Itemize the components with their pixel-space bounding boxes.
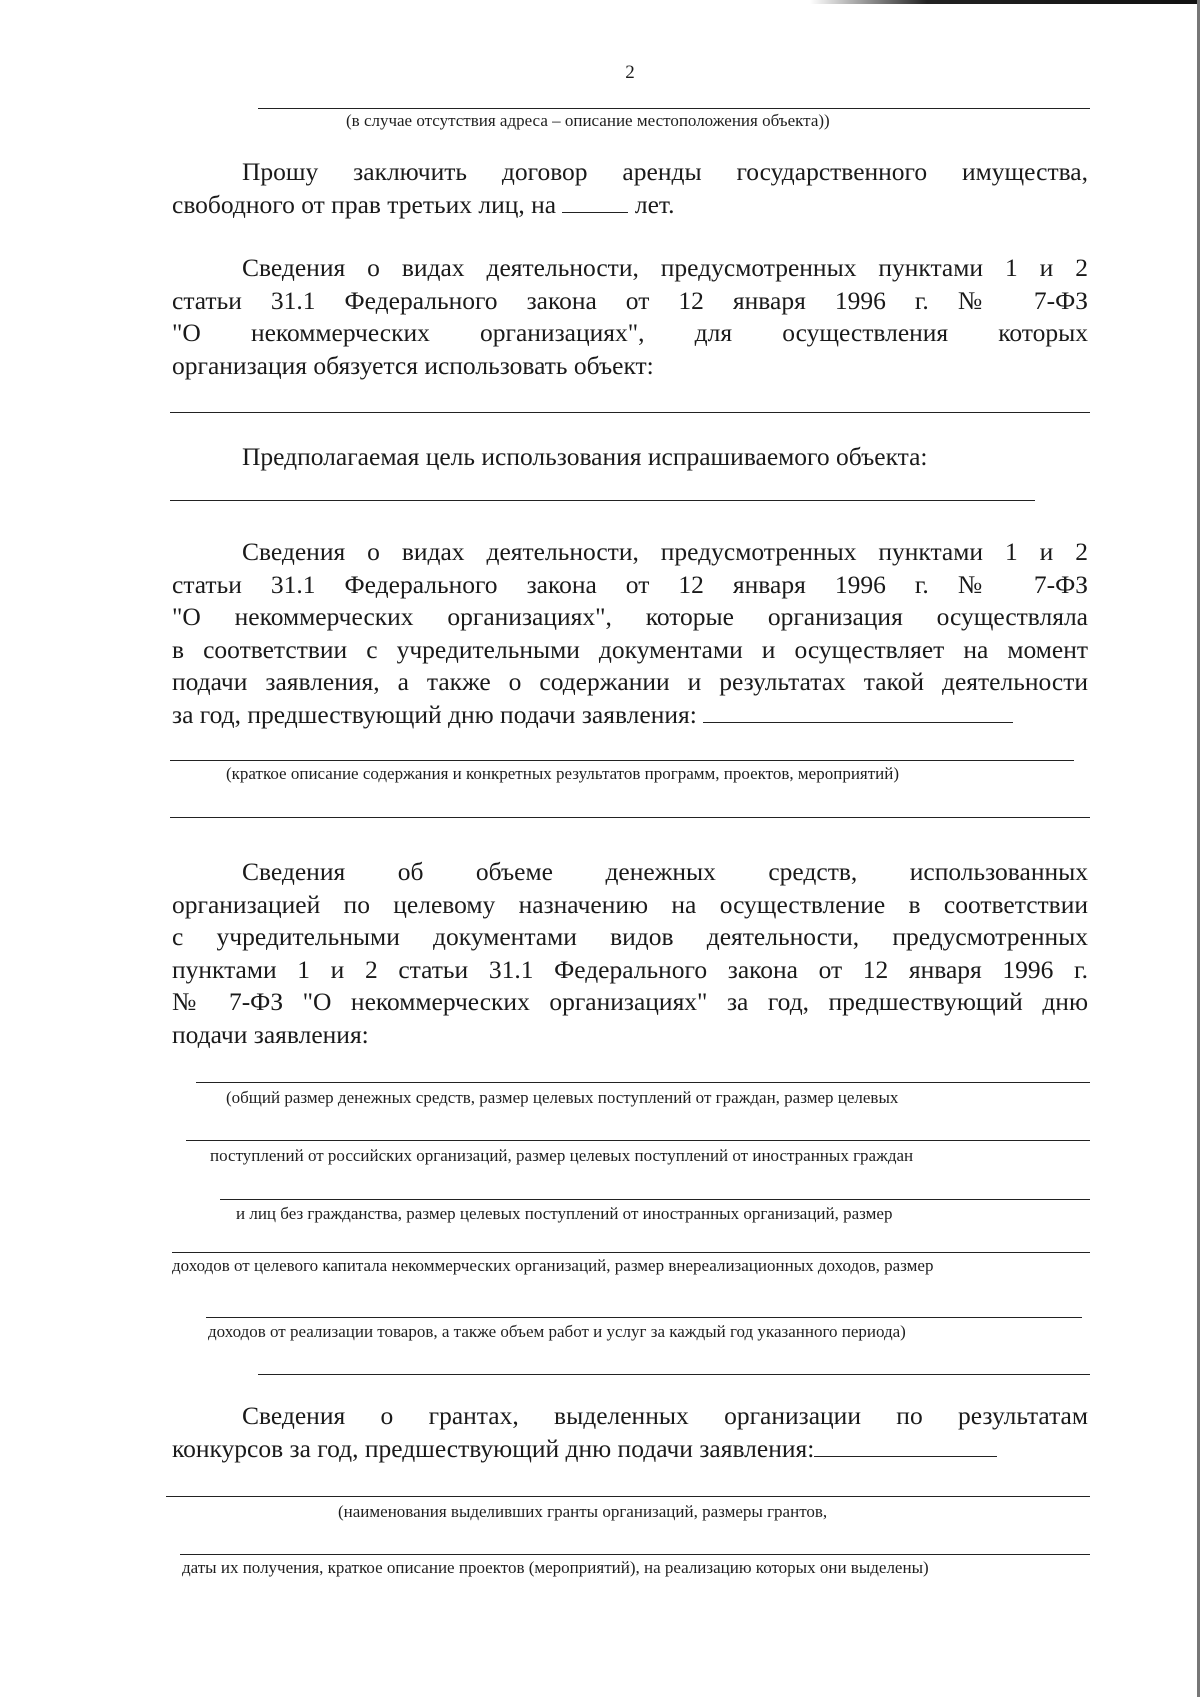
funds-answer-line-3[interactable] xyxy=(220,1199,1090,1200)
funds-caption-1: (общий размер денежных средств, размер целевых поступлений от граждан, размер целевых xyxy=(226,1088,899,1107)
past-activities-blank[interactable] xyxy=(703,721,1013,723)
funds-answer-line-2[interactable] xyxy=(186,1140,1090,1141)
grants-caption-1: (наименования выделивших гранты организаций, размеры грантов, xyxy=(338,1502,828,1521)
grants-answer-line-2[interactable] xyxy=(180,1554,1090,1555)
funds-caption-2: поступлений от российских организаций, размер целевых поступлений от иностранных граждан xyxy=(210,1146,914,1165)
grants-answer-line-1[interactable] xyxy=(166,1496,1090,1497)
purpose-answer-line[interactable] xyxy=(170,500,1035,501)
lease-years-blank[interactable] xyxy=(562,211,628,213)
address-caption: (в случае отсутствия адреса – описание местоположения объекта)) xyxy=(346,111,830,130)
page-number: 2 xyxy=(625,62,635,83)
grants-paragraph: Сведения о грантах, выделенных организации по результатам конкурсов за год, предшествующий дню подачи заявления: xyxy=(172,1401,1088,1463)
scan-edge-top xyxy=(810,0,1200,4)
funds-answer-line-4[interactable] xyxy=(172,1252,1090,1253)
grants-blank[interactable] xyxy=(814,1455,997,1457)
past-activities-paragraph: Сведения о видах деятельности, предусмотренных пунктами 1 и 2 статьи 31.1 Федерального закона от 12 января 1996 г. № 7-ФЗ "О некоммерческих организациях", которые организация осуществляла в соответствии с учредительными документами и осуществляет на момент подачи заявления, а также о содержании и результатах такой деятельности за год, предшествующий дню подачи заявления: xyxy=(172,537,1088,729)
activities-answer-line[interactable] xyxy=(170,412,1090,413)
address-line xyxy=(258,108,1090,109)
funds-answer-line-6[interactable] xyxy=(258,1374,1090,1375)
past-activities-answer-line[interactable] xyxy=(170,760,1074,761)
funds-answer-line-1[interactable] xyxy=(196,1082,1090,1083)
activities-paragraph: Сведения о видах деятельности, предусмотренных пунктами 1 и 2 статьи 31.1 Федерального закона от 12 января 1996 г. № 7-ФЗ "О некоммерческих организациях", для осуществления которых организация обязуется использовать объект: xyxy=(172,253,1088,380)
purpose-paragraph: Предполагаемая цель использования испрашиваемого объекта: xyxy=(242,442,928,471)
funds-caption-5: доходов от реализации товаров, а также объем работ и услуг за каждый год указанного периода) xyxy=(208,1322,906,1341)
grants-caption-2: даты их получения, краткое описание проектов (мероприятий), на реализацию которых они выделены) xyxy=(182,1558,929,1577)
past-activities-extra-line[interactable] xyxy=(170,817,1090,818)
funds-caption-4: доходов от целевого капитала некоммерческих организаций, размер внереализационных доходов, размер xyxy=(172,1256,934,1275)
funds-paragraph: Сведения об объеме денежных средств, использованных организацией по целевому назначению на осуществление в соответствии с учредительными документами видов деятельности, предусмотренных пунктами 1 и 2 статьи 31.1 Федерального закона от 12 января 1996 г. № 7-ФЗ "О некоммерческих организациях" за год, предшествующий дню подачи заявления: xyxy=(172,857,1088,1049)
funds-caption-3: и лиц без гражданства, размер целевых поступлений от иностранных организаций, размер xyxy=(236,1204,893,1223)
lease-request-paragraph: Прошу заключить договор аренды государственного имущества, свободного от прав третьих лиц, на лет. xyxy=(172,157,1088,219)
past-activities-caption: (краткое описание содержания и конкретных результатов программ, проектов, мероприятий) xyxy=(226,764,900,783)
funds-answer-line-5[interactable] xyxy=(206,1317,1082,1318)
